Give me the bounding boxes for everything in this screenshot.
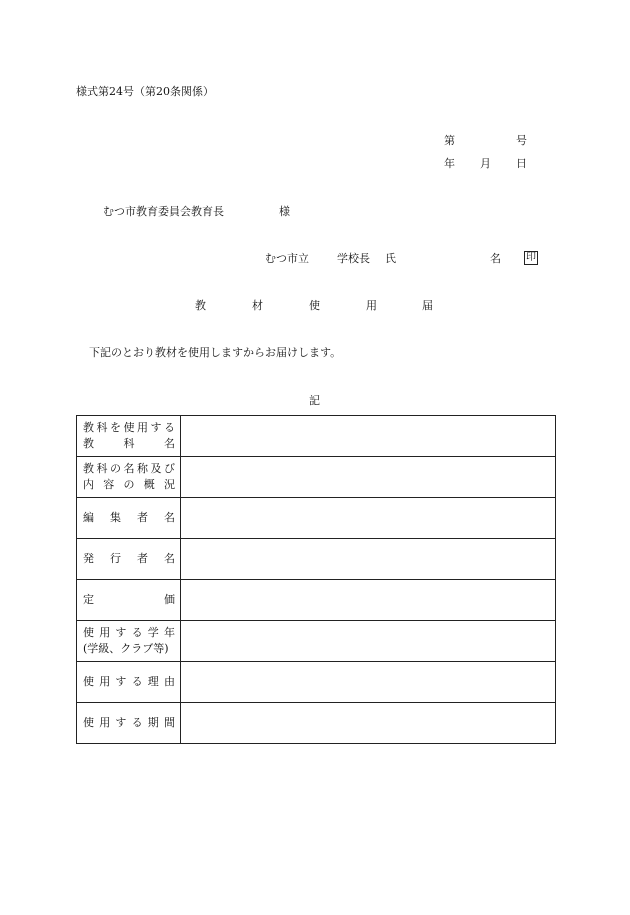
- label-char: す: [115, 675, 127, 688]
- label-char: 理: [147, 675, 159, 688]
- row-value-cell[interactable]: [181, 621, 556, 662]
- label-char: 者: [137, 511, 148, 524]
- row-label-line: [83, 592, 175, 608]
- row-label-line: [83, 641, 175, 657]
- label-char: 科: [123, 437, 135, 450]
- label-char: す: [115, 626, 127, 639]
- row-value-cell[interactable]: [181, 703, 556, 744]
- label-char: 内: [83, 478, 94, 491]
- row-label: [77, 703, 181, 744]
- label-char: を: [110, 421, 121, 434]
- row-label-line: [83, 551, 175, 567]
- label-char: 用: [99, 626, 111, 639]
- row-label-line: [83, 625, 175, 641]
- document-number-prefix: 第: [444, 134, 455, 147]
- table-row: [77, 580, 556, 621]
- table-row: [77, 662, 556, 703]
- row-label: [77, 662, 181, 703]
- date-month-label: 月: [480, 157, 491, 170]
- label-char: 教: [83, 437, 94, 450]
- row-label: [77, 457, 181, 498]
- row-label: [77, 580, 181, 621]
- intro-text: 下記のとおり教材を使用しますからお届けします。: [89, 346, 342, 359]
- label-char: 者: [137, 552, 148, 565]
- row-value-cell[interactable]: [181, 662, 556, 703]
- label-char: す: [115, 716, 127, 729]
- label-char: 及: [150, 462, 162, 475]
- label-char: る: [131, 626, 143, 639]
- row-label: [77, 498, 181, 539]
- row-label-line: [83, 715, 175, 731]
- row-label-line: [83, 674, 175, 690]
- title-char-4: 用: [366, 299, 377, 312]
- sender-name-label-2: 名: [490, 252, 501, 265]
- label-char: 行: [110, 552, 121, 565]
- row-value-cell[interactable]: [181, 539, 556, 580]
- label-char: 使: [83, 716, 94, 729]
- label-char: 況: [164, 478, 175, 491]
- label-char: る: [131, 716, 143, 729]
- label-char: 教: [83, 421, 94, 434]
- label-char: 教: [83, 462, 94, 475]
- table-row: [77, 703, 556, 744]
- seal-mark: 印: [526, 252, 536, 263]
- title-char-2: 材: [252, 299, 263, 312]
- row-label-line: [83, 510, 175, 526]
- label-char: 発: [83, 552, 94, 565]
- label-char: 名: [164, 552, 175, 565]
- declaration-table: [76, 415, 556, 744]
- row-value-cell[interactable]: [181, 457, 556, 498]
- title-char-5: 届: [422, 299, 433, 312]
- label-char: 期: [147, 716, 159, 729]
- row-value-cell[interactable]: [181, 580, 556, 621]
- label-char: 科: [96, 421, 108, 434]
- label-char: の: [123, 478, 135, 491]
- label-char: 使: [83, 626, 94, 639]
- recipient-honorific: 様: [279, 205, 290, 218]
- label-char: 用: [99, 675, 111, 688]
- label-char: 使: [83, 675, 94, 688]
- table-row: [77, 416, 556, 457]
- label-char: 編: [83, 511, 94, 524]
- label-char: 名: [164, 511, 175, 524]
- label-char: 名: [164, 437, 175, 450]
- document-number-suffix: 号: [516, 134, 527, 147]
- label-char: (学級、クラブ等): [83, 642, 169, 655]
- sender-school-prefix: むつ市立: [265, 252, 309, 265]
- sender-title: 学校長: [337, 252, 370, 265]
- table-row: [77, 457, 556, 498]
- row-label: [77, 539, 181, 580]
- label-char: 由: [163, 675, 175, 688]
- label-char: 間: [163, 716, 175, 729]
- label-char: 名: [123, 462, 135, 475]
- label-char: 学: [147, 626, 159, 639]
- title-char-1: 教: [195, 299, 206, 312]
- row-label: [77, 416, 181, 457]
- label-char: 年: [163, 626, 175, 639]
- row-label-line: [83, 436, 175, 452]
- label-char: の: [110, 462, 121, 475]
- table-row: [77, 621, 556, 662]
- label-char: び: [164, 462, 175, 475]
- date-day-label: 日: [516, 157, 527, 170]
- title-char-3: 使: [309, 299, 320, 312]
- label-char: 用: [99, 716, 111, 729]
- label-char: す: [150, 421, 162, 434]
- label-char: 集: [110, 511, 121, 524]
- row-label-line: [83, 461, 175, 477]
- label-char: る: [131, 675, 143, 688]
- form-number: 様式第24号（第20条関係）: [76, 85, 214, 98]
- label-char: 価: [164, 593, 175, 606]
- row-label-line: [83, 477, 175, 493]
- ki-heading: 記: [309, 394, 320, 407]
- label-char: 用: [137, 421, 148, 434]
- table-row: [77, 539, 556, 580]
- label-char: 定: [83, 593, 94, 606]
- row-value-cell[interactable]: [181, 498, 556, 539]
- label-char: 科: [96, 462, 108, 475]
- table-row: [77, 498, 556, 539]
- row-label-line: [83, 420, 175, 436]
- label-char: 称: [137, 462, 148, 475]
- label-char: 使: [123, 421, 135, 434]
- row-label: [77, 621, 181, 662]
- label-char: る: [164, 421, 175, 434]
- date-year-label: 年: [444, 157, 455, 170]
- row-value-cell[interactable]: [181, 416, 556, 457]
- recipient-name: むつ市教育委員会教育長: [103, 205, 224, 218]
- label-char: 容: [103, 478, 115, 491]
- sender-name-label-1: 氏: [385, 252, 396, 265]
- label-char: 概: [143, 478, 155, 491]
